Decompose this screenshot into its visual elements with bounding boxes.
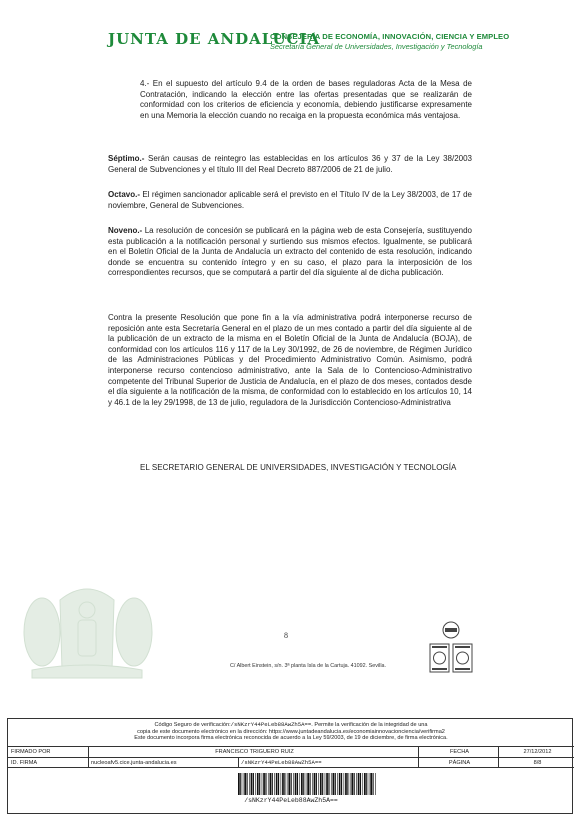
barcode-bar xyxy=(282,773,284,795)
barcode-bar xyxy=(238,773,240,795)
barcode-bar xyxy=(345,773,347,795)
barcode-bar xyxy=(341,773,342,795)
barcode-bar xyxy=(370,773,372,795)
barcode-bar xyxy=(251,773,253,795)
barcode-bar xyxy=(287,773,288,795)
barcode-bar xyxy=(369,773,370,795)
junta-logo-text: JUNTA DE ANDALUCIA xyxy=(108,30,321,48)
paragraph-noveno xyxy=(108,226,472,279)
barcode-bar xyxy=(263,773,265,795)
barcode-bar xyxy=(356,773,357,795)
barcode-bar xyxy=(362,773,363,795)
barcode-bar xyxy=(274,773,275,795)
barcode-bar xyxy=(297,773,298,795)
barcode-bar xyxy=(253,773,254,795)
barcode-bar xyxy=(262,773,263,795)
signature-code: /sNKzrY44PeLeb88AwZh5A== xyxy=(238,758,418,768)
barcode-bar xyxy=(351,773,353,795)
barcode-bar xyxy=(375,773,376,795)
barcode-bar xyxy=(337,773,338,795)
page-number: 8 xyxy=(284,631,288,640)
barcode-bar xyxy=(339,773,341,795)
signature-host: nucleoafv5.cice.junta-andalucia.es xyxy=(88,758,238,768)
barcode-bar xyxy=(344,773,345,795)
noveno-label: Noveno.- xyxy=(108,226,143,235)
barcode-bar xyxy=(320,773,322,795)
barcode-bar xyxy=(288,773,290,795)
signed-by-row xyxy=(8,746,574,757)
barcode-bar xyxy=(244,773,246,795)
page-count: 8/8 xyxy=(498,758,574,768)
signer-name: FRANCISCO TRIGUERO RUIZ xyxy=(88,747,418,757)
andalucia-seal-watermark-icon xyxy=(12,570,162,680)
barcode-bar xyxy=(291,773,292,795)
barcode-bar xyxy=(310,773,311,795)
paragraph-recurso: Contra la presente Resolución que pone fin a la vía administrativa podrá interponerse recurso de reposición ante esta Secretaría General en el plazo de un mes contado a partir del día siguiente al de la publicación de un extracto de la misma en el Boletín Oficial de la Junta de Andalucía (BOJA), de conformidad con los artículos 116 y 117 de la Ley 30/1992, de 26 de noviembre, de Régimen Jurídico de las Administraciones Públicas y del Procedimiento Administrativo Común. Asimismo, podrá interponerse recurso contencioso administrativo, ante la Sala de lo Contencioso-Administrativo competente del Tribunal Superior de Justicia de Andalucía, en el plazo de dos meses, contados desde el día siguiente a la notificación de la misma, de conformidad con lo establecido en los artículos 10, 14 y 46.1 de la ley 29/1998, de 13 de julio, reguladora de la Jurisdicción Contencioso-Administrativa xyxy=(108,313,472,407)
paragraph-septimo xyxy=(108,154,472,175)
verification-notice xyxy=(8,722,574,742)
barcode-bar xyxy=(331,773,332,795)
barcode-bar xyxy=(358,773,360,795)
barcode-bar xyxy=(373,773,374,795)
barcode-bar xyxy=(328,773,329,795)
department-name: CONSEJERÍA DE ECONOMÍA, INNOVACIÓN, CIENCIA Y EMPLEO xyxy=(270,32,510,41)
verification-line-3: Este documento incorpora firma electrónica reconocida de acuerdo a la Ley 59/2003, de 19 de diciembre, de firma electrónica. xyxy=(134,735,448,742)
barcode-bar xyxy=(257,773,259,795)
barcode-bar xyxy=(278,773,279,795)
barcode-bar xyxy=(243,773,244,795)
barcode-bar xyxy=(316,773,317,795)
verification-barcode-icon xyxy=(238,773,378,795)
electronic-signature-footer xyxy=(7,718,573,814)
barcode-bar xyxy=(314,773,316,795)
barcode-bar xyxy=(240,773,241,795)
barcode-bar xyxy=(366,773,367,795)
barcode-bar xyxy=(249,773,250,795)
noveno-text: La resolución de concesión se publicará en la página web de esta Consejería, sustituyendo esta publicación a la notificación personal y surtiendo sus mismos efectos. Igualmente, se publicará en el Boletín Oficial de la Junta de Andalucía un extracto del contenido de esta resolución, indicando donde se encuentra su contenido íntegro y en su caso, el plazo para la interposición de los correspondientes recursos, que se computará a partir del día siguiente al de dicha publicación. xyxy=(108,226,472,278)
verification-line-1: Código Seguro de verificación:/sNKzrY44PeLeb88AwZh5A==. Permite la verificación de la integridad de una xyxy=(154,721,428,728)
octavo-text: El régimen sancionador aplicable será el previsto en el Título IV de la Ley 38/2003, de 17 de noviembre, General de Subvenciones. xyxy=(108,190,472,210)
barcode-bar xyxy=(268,773,269,795)
barcode-bar xyxy=(259,773,260,795)
barcode-bar xyxy=(306,773,307,795)
barcode-bar xyxy=(247,773,248,795)
barcode-bar xyxy=(364,773,366,795)
verification-line-2: copia de este documento electrónico en la dirección: https://www.juntadeandalucia.es/economiainnovacionciencia/verifirma2 xyxy=(137,728,445,735)
page-header xyxy=(0,0,580,60)
office-address: C/ Albert Einstein, s/n. 3ª planta Isla de la Cartuja. 41092. Sevilla. xyxy=(230,663,387,669)
barcode-bar xyxy=(326,773,328,795)
barcode-bar xyxy=(272,773,273,795)
subdepartment-name: Secretaría General de Universidades, Investigación y Tecnología xyxy=(270,42,483,51)
barcode-bar xyxy=(312,773,313,795)
barcode-bar xyxy=(354,773,355,795)
barcode-bar xyxy=(307,773,309,795)
octavo-label: Octavo.- xyxy=(108,190,141,199)
barcode-bar xyxy=(276,773,278,795)
paragraph-octavo xyxy=(108,190,472,211)
paragraph-point-4: 4.- En el supuesto del artículo 9.4 de la orden de bases reguladoras Acta de la Mesa de Contratación, indicando la elección entre las ofertas presentadas que se realizarán de conformidad con los criterios de eficiencia y economía, debiendo justificarse expresamente en una Memoria la elección cuando no recaiga en la propuesta económica más ventajosa. xyxy=(140,79,472,120)
barcode-bar xyxy=(255,773,256,795)
barcode-bar xyxy=(301,773,303,795)
barcode-bar xyxy=(299,773,300,795)
barcode-bar xyxy=(281,773,282,795)
barcode-code-text: /sNKzrY44PeLeb88AwZh5A== xyxy=(244,797,338,804)
barcode-bar xyxy=(284,773,285,795)
barcode-bar xyxy=(333,773,335,795)
barcode-bar xyxy=(360,773,361,795)
barcode-bar xyxy=(293,773,294,795)
barcode-bar xyxy=(347,773,348,795)
signed-by-label: FIRMADO POR xyxy=(11,749,51,755)
barcode-bar xyxy=(350,773,351,795)
signature-date: 27/12/2012 xyxy=(498,747,574,757)
barcode-bar xyxy=(322,773,323,795)
signer-title: EL SECRETARIO GENERAL DE UNIVERSIDADES, INVESTIGACIÓN Y TECNOLOGÍA xyxy=(140,463,457,472)
aenor-certification-icon xyxy=(428,620,474,680)
barcode-bar xyxy=(265,773,266,795)
barcode-bar xyxy=(325,773,326,795)
septimo-label: Séptimo.- xyxy=(108,154,145,163)
signature-id-label: ID. FIRMA xyxy=(11,760,38,766)
verification-code: /sNKzrY44PeLeb88AwZh5A== xyxy=(230,721,312,728)
signature-id-row xyxy=(8,757,574,768)
septimo-text: Serán causas de reintegro las establecidas en los artículos 36 y 37 de la Ley 38/2003 General de Subvenciones y el título III del Real Decreto 887/2006 de 21 de julio. xyxy=(108,154,472,174)
barcode-bar xyxy=(270,773,272,795)
barcode-bar xyxy=(335,773,336,795)
date-label: FECHA xyxy=(418,747,498,757)
barcode-bar xyxy=(318,773,319,795)
barcode-bar xyxy=(303,773,304,795)
page-label: PÁGINA xyxy=(418,758,498,768)
barcode-bar xyxy=(295,773,297,795)
